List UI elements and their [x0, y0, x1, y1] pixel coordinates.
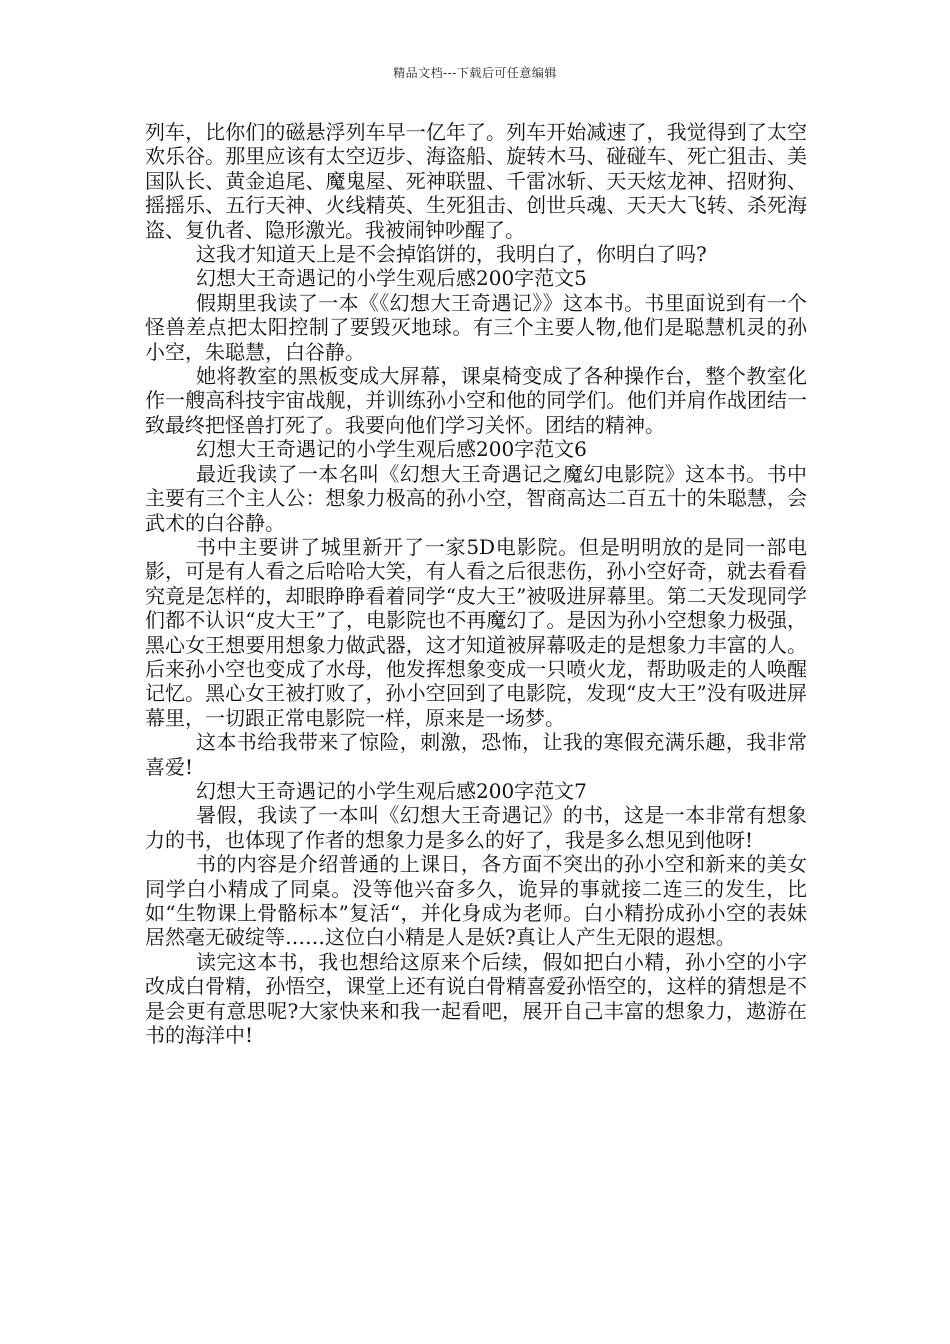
- paragraph: 她将教室的黑板变成大屏幕，课桌椅变成了各种操作台，整个教室化作一艘高科技宇宙战舰，并训练孙小空和他的同学们。他们并肩作战团结一致最终把怪兽打死了。我要向他们学习关怀。团结的精神。: [145, 364, 807, 437]
- paragraph: 最近我读了一本名叫《幻想大王奇遇记之魔幻电影院》这本书。书中主要有三个主人公：想象力极高的孙小空，智商高达二百五十的朱聪慧，会武术的白谷静。: [145, 461, 807, 535]
- section-heading: 幻想大王奇遇记的小学生观后感200字范文5: [196, 266, 587, 291]
- paragraph-continuation: 列车，比你们的磁悬浮列车早一亿年了。列车开始减速了，我觉得到了太空欢乐谷。那里应该有太空迈步、海盗船、旋转木马、碰碰车、死亡狙击、美国队长、黄金追尾、魔鬼屋、死神联盟、千雷冰斩、天天炫龙神、招财狗、摇摇乐、五行天神、火线精英、生死狙击、创世兵魂、天天大飞转、杀死海盗、复仇者、隐形激光。我被闹钟吵醒了。: [145, 120, 807, 242]
- paragraph: 这本书给我带来了惊险，刺激，恐怖，让我的寒假充满乐趣，我非常喜爱!: [145, 730, 807, 779]
- section-heading: 幻想大王奇遇记的小学生观后感200字范文6: [196, 437, 587, 462]
- page-header: 精品文档---下载后可任意编辑: [393, 66, 557, 80]
- paragraph: 书的内容是介绍普通的上课日，各方面不突出的孙小空和新来的美女同学白小精成了同桌。没等他兴奋多久，诡异的事就接二连三的发生，比如“生物课上骨骼标本”复活“，并化身成为老师。白小精扮成孙小空的表妹居然毫无破绽等……这位白小精是人是妖?真让人产生无限的遐想。: [145, 852, 807, 950]
- paragraph: 假期里我读了一本《《幻想大王奇遇记》》这本书。书里面说到有一个怪兽差点把太阳控制了要毁灭地球。有三个主要人物,他们是聪慧机灵的孙小空，朱聪慧，白谷静。: [145, 290, 807, 364]
- paragraph: 书中主要讲了城里新开了一家5D电影院。但是明明放的是同一部电影，可是有人看之后哈哈大笑，有人看之后很悲伤，孙小空好奇，就去看看究竟是怎样的，却眼睁睁看着同学“皮大王”被吸进屏幕里。第二天发现同学们都不认识“皮大王”了，电影院也不再魔幻了。是因为孙小空想象力极强，黑心女王想要用想象力做武器，这才知道被屏幕吸走的是想象力丰富的人。后来孙小空也变成了水母，他发挥想象变成一只喷火龙，帮助吸走的人唤醒记忆。黑心女王被打败了，孙小空回到了电影院，发现“皮大王”没有吸进屏幕里，一切跟正常电影院一样，原来是一场梦。: [145, 534, 807, 730]
- paragraph: 暑假，我读了一本叫《幻想大王奇遇记》的书，这是一本非常有想象力的书，也体现了作者的想象力是多么的好了，我是多么想见到他呀!: [145, 803, 807, 852]
- paragraph: 读完这本书，我也想给这原来个后续，假如把白小精，孙小空的小字改成白骨精，孙悟空，课堂上还有说白骨精喜爱孙悟空的，这样的猜想是不是会更有意思呢?大家快来和我一起看吧，展开自己丰富的想象力，遨游在书的海洋中!: [145, 949, 807, 1048]
- section-heading: 幻想大王奇遇记的小学生观后感200字范文7: [196, 778, 587, 803]
- paragraph: 这我才知道天上是不会掉馅饼的，我明白了，你明白了吗?: [196, 242, 707, 267]
- document-body: [145, 120, 807, 1047]
